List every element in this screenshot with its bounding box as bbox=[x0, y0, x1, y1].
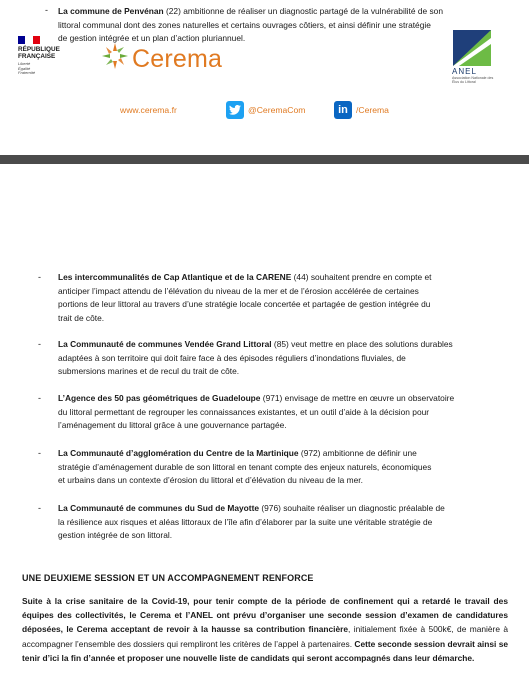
motto-egalite: Égalité bbox=[18, 65, 31, 71]
french-flag-icon bbox=[18, 36, 40, 44]
bullet-bold: La commune de Penvénan bbox=[58, 6, 164, 16]
cerema-logo-text: Cerema bbox=[132, 45, 223, 73]
motto-liberte: Liberté bbox=[18, 61, 31, 66]
bullet-bold: Les intercommunalités de Cap Atlantique et de la CARENE bbox=[58, 272, 292, 282]
bullet-line: stratégie d’aménagement durable de son littoral en tenant compte des enjeux naturels, économiques bbox=[58, 461, 432, 472]
francaise-text: FRANÇAISE bbox=[18, 53, 56, 60]
linkedin-link[interactable]: /Cerema bbox=[356, 105, 389, 115]
bullet-line: anticiper l’impact attendu de l’élévation du niveau de la mer et de l’érosion accélérée de certaines bbox=[58, 285, 419, 296]
bullet-dash: - bbox=[38, 393, 41, 403]
bullet-line: gestion intégrée de son littoral. bbox=[58, 530, 173, 541]
bullet-dash: - bbox=[38, 448, 41, 458]
page-separator bbox=[0, 155, 529, 164]
bullet-line: l’aménagement du littoral grâce à une gouvernance partagée. bbox=[58, 420, 287, 431]
bullet-line: littoral communal dont des zones naturelles et certains ouvrages côtiers, et ainsi définir une stratégie bbox=[58, 19, 431, 30]
anel-logo-icon bbox=[453, 30, 491, 66]
bullet-bold: La Communauté de communes Vendée Grand Littoral bbox=[58, 339, 272, 349]
republique-francaise-logo bbox=[18, 36, 60, 76]
bullet-bold: La Communauté de communes du Sud de Mayotte bbox=[58, 503, 260, 513]
bullet-item bbox=[58, 502, 510, 543]
bullet-line: trait de côte. bbox=[58, 312, 105, 323]
section-title: UNE DEUXIEME SESSION ET UN ACCOMPAGNEMENT RENFORCE bbox=[22, 573, 314, 583]
bullet-penvenan bbox=[58, 5, 510, 46]
motto-fraternite: Fraternité bbox=[18, 70, 36, 76]
linkedin-icon[interactable]: in bbox=[334, 101, 352, 119]
bullet-line: adaptées à son territoire qui doit faire face à des épisodes réguliers d’inondations fluviales, de bbox=[58, 352, 406, 363]
bullet-item bbox=[58, 271, 510, 325]
bullet-item bbox=[58, 447, 510, 488]
bullet-item bbox=[58, 392, 510, 433]
bullet-line: (972) ambitionne de définir une bbox=[298, 448, 417, 458]
paragraph-bold-intro: Suite à la crise sanitaire de la Covid-19, pour tenir compte de la période de confinement qui a retardé le travail des équipes des collectivités, le Cerema et l’ANEL ont prévu d’organiser une seconde session d’examen de candidatures déposées, le Cerema acceptant de revoir à la hausse sa contribution financière bbox=[22, 596, 508, 635]
bullet-line: du littoral permettant de regrouper les connaissances existantes, et un outil d’aide à la décision pour bbox=[58, 406, 430, 417]
bullet-dash: - bbox=[38, 339, 41, 349]
bullet-dash: - bbox=[45, 5, 48, 15]
bullet-line: (85) veut mettre en place des solutions durables bbox=[271, 339, 453, 349]
paragraph-bold-conclusion: Cette seconde session devrait ainsi se tenir d’ici la fin d’année et proposer une nouvelle liste de candidats qui seront accompagnés dans leur démarche. bbox=[22, 638, 509, 663]
bullet-line: la résilience aux risques et aléas littoraux de l’île afin d’élaborer par la suite une véritable stratégie de bbox=[58, 516, 433, 527]
bullet-bold: La Communauté d’agglomération du Centre de la Martinique bbox=[58, 448, 299, 458]
page-top bbox=[0, 0, 529, 150]
website-link[interactable]: www.cerema.fr bbox=[120, 105, 177, 115]
bullet-line: (971) envisage de mettre en œuvre un observatoire bbox=[260, 393, 455, 403]
twitter-link[interactable]: @CeremaCom bbox=[248, 105, 306, 115]
bullet-line: (976) souhaite réaliser un diagnostic préalable de bbox=[259, 503, 445, 513]
bullet-line: (44) souhaitent prendre en compte et bbox=[291, 272, 432, 282]
bullet-dash: - bbox=[38, 503, 41, 513]
bullet-bold: L’Agence des 50 pas géométriques de Guadeloupe bbox=[58, 393, 261, 403]
anel-subtitle: Association Nationale des Élus du Littoral bbox=[452, 76, 494, 85]
republique-text: RÉPUBLIQUE bbox=[18, 46, 60, 53]
bullet-line: portions de leur littoral au travers d’une stratégie locale concertée et partagée de gestion intégrée du bbox=[58, 299, 431, 310]
section-paragraph bbox=[22, 594, 508, 665]
cerema-star-icon bbox=[100, 41, 130, 71]
bullet-dash: - bbox=[38, 272, 41, 282]
bullet-item bbox=[58, 338, 510, 379]
bullet-line: de gestion intégrée et un plan d’action pluriannuel. bbox=[58, 33, 246, 44]
bullet-line: (22) ambitionne de réaliser un diagnostic partagé de la vulnérabilité de son bbox=[163, 6, 443, 16]
paragraph-normal: , initialement fixée à 500k€, de manière à accompagner l’ensemble des dossiers qui rempliront les critères de l’appel à partenaires. bbox=[22, 624, 508, 649]
bullet-line: submersions marines et de recul du trait de côte. bbox=[58, 366, 240, 377]
anel-logo-text: ANEL bbox=[452, 67, 477, 76]
twitter-icon[interactable] bbox=[226, 101, 244, 119]
bullet-line: et urbains dans un contexte d’érosion du littoral et d’élévation du niveau de la mer. bbox=[58, 475, 363, 486]
